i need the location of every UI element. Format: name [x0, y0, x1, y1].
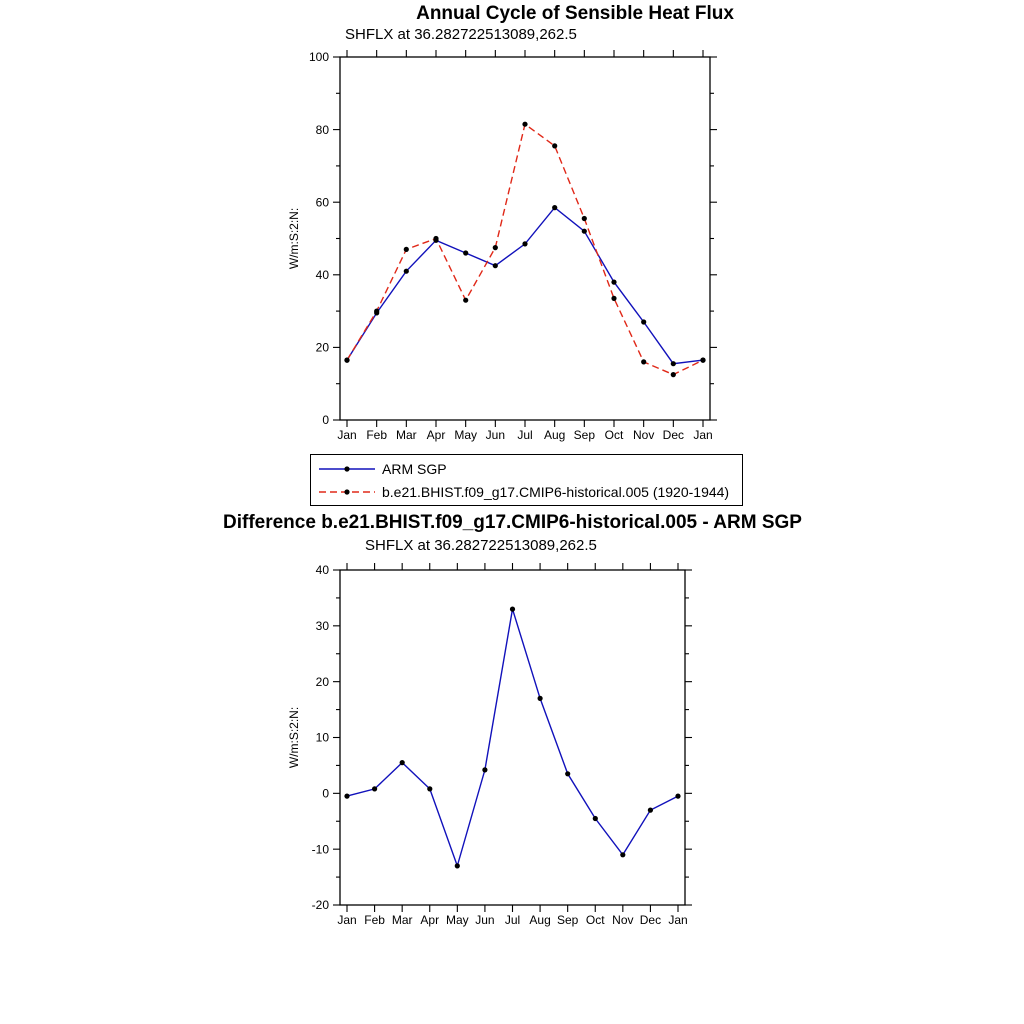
data-point-marker — [648, 808, 653, 813]
x-tick-label: Jun — [485, 428, 506, 442]
legend-marker — [344, 466, 349, 471]
y-tick-label: -20 — [311, 898, 329, 913]
y-tick-label: -10 — [311, 842, 329, 857]
data-point-marker — [433, 236, 438, 241]
x-tick-label: Jan — [337, 913, 357, 927]
x-tick-label: Jan — [668, 913, 688, 927]
top-chart-title: Annual Cycle of Sensible Heat Flux — [416, 3, 734, 24]
data-point-marker — [582, 229, 587, 234]
x-tick-label: Sep — [556, 913, 579, 927]
y-tick-label: 20 — [315, 674, 329, 689]
x-tick-label: Aug — [529, 913, 551, 927]
data-point-marker — [463, 298, 468, 303]
series-line-arm-sgp — [347, 208, 703, 364]
top-chart-subtitle: SHFLX at 36.282722513089,262.5 — [345, 26, 577, 43]
legend-line-sample-arm-sgp — [317, 462, 379, 476]
data-point-marker — [372, 786, 377, 791]
series-line-difference — [347, 609, 678, 866]
x-tick-label: Dec — [639, 913, 662, 927]
bottom-chart-plot — [260, 555, 760, 933]
data-point-marker — [641, 359, 646, 364]
x-tick-label: Feb — [364, 913, 385, 927]
x-tick-label: Nov — [632, 428, 655, 442]
data-point-marker — [620, 852, 625, 857]
data-point-marker — [463, 250, 468, 255]
x-tick-label: Jul — [517, 428, 533, 442]
data-point-marker — [374, 309, 379, 314]
data-point-marker — [582, 216, 587, 221]
y-axis-label: W/m:S:2:N: — [287, 706, 301, 769]
x-tick-label: Jan — [337, 428, 357, 442]
x-tick-label: May — [454, 428, 478, 442]
legend — [310, 454, 743, 506]
legend-line-sample-model — [317, 485, 379, 499]
data-point-marker — [404, 269, 409, 274]
x-tick-label: Apr — [426, 428, 446, 442]
y-tick-label: 0 — [322, 413, 329, 428]
bottom-chart-subtitle: SHFLX at 36.282722513089,262.5 — [365, 537, 597, 554]
data-point-marker — [344, 358, 349, 363]
data-point-marker — [552, 143, 557, 148]
x-tick-label: Oct — [604, 428, 624, 442]
data-point-marker — [611, 280, 616, 285]
y-tick-label: 40 — [315, 268, 329, 282]
legend-label: ARM SGP — [382, 460, 447, 477]
x-tick-label: Nov — [612, 913, 634, 927]
y-tick-label: 100 — [308, 50, 329, 65]
series-line-b-e21-bhist-f09-g17-cmip6-hist — [347, 124, 703, 374]
data-point-marker — [675, 794, 680, 799]
legend-entry — [317, 457, 736, 480]
data-point-marker — [522, 241, 527, 246]
x-tick-label: Dec — [662, 428, 685, 442]
y-axis-label: W/m:S:2:N: — [287, 207, 301, 270]
x-tick-label: Aug — [543, 428, 566, 442]
y-tick-label: 0 — [322, 786, 329, 801]
x-tick-label: Jan — [693, 428, 713, 442]
data-point-marker — [538, 696, 543, 701]
data-point-marker — [400, 760, 405, 765]
data-point-marker — [611, 296, 616, 301]
data-point-marker — [455, 863, 460, 868]
data-point-marker — [565, 771, 570, 776]
data-point-marker — [671, 372, 676, 377]
legend-entry — [317, 480, 736, 503]
x-tick-label: Apr — [420, 913, 440, 927]
x-tick-label: May — [445, 913, 469, 927]
data-point-marker — [552, 205, 557, 210]
bottom-chart-title: Difference b.e21.BHIST.f09_g17.CMIP6-historical.005 - ARM SGP — [223, 512, 802, 533]
legend-label: b.e21.BHIST.f09_g17.CMIP6-historical.005 (1920-1944) — [382, 483, 730, 500]
x-tick-label: Mar — [395, 428, 417, 442]
data-point-marker — [404, 247, 409, 252]
x-tick-label: Mar — [391, 913, 413, 927]
data-point-marker — [493, 263, 498, 268]
data-point-marker — [344, 794, 349, 799]
y-tick-label: 60 — [315, 195, 329, 210]
x-tick-label: Jun — [475, 913, 495, 927]
data-point-marker — [671, 361, 676, 366]
y-tick-label: 10 — [315, 730, 329, 745]
data-point-marker — [482, 767, 487, 772]
y-tick-label: 20 — [315, 340, 329, 355]
y-tick-label: 30 — [315, 619, 329, 634]
data-point-marker — [510, 607, 515, 612]
x-tick-label: Feb — [366, 428, 388, 442]
x-tick-label: Jul — [504, 913, 521, 927]
y-tick-label: 40 — [315, 563, 329, 578]
plot-frame — [340, 57, 710, 420]
data-point-marker — [593, 816, 598, 821]
data-point-marker — [493, 245, 498, 250]
data-point-marker — [427, 786, 432, 791]
x-tick-label: Oct — [585, 913, 605, 927]
data-point-marker — [700, 358, 705, 363]
y-tick-label: 80 — [315, 122, 329, 137]
data-point-marker — [522, 122, 527, 127]
data-point-marker — [641, 319, 646, 324]
legend-marker — [344, 489, 349, 494]
x-tick-label: Sep — [573, 428, 596, 442]
top-chart-plot — [260, 40, 760, 450]
plot-frame — [340, 570, 685, 905]
